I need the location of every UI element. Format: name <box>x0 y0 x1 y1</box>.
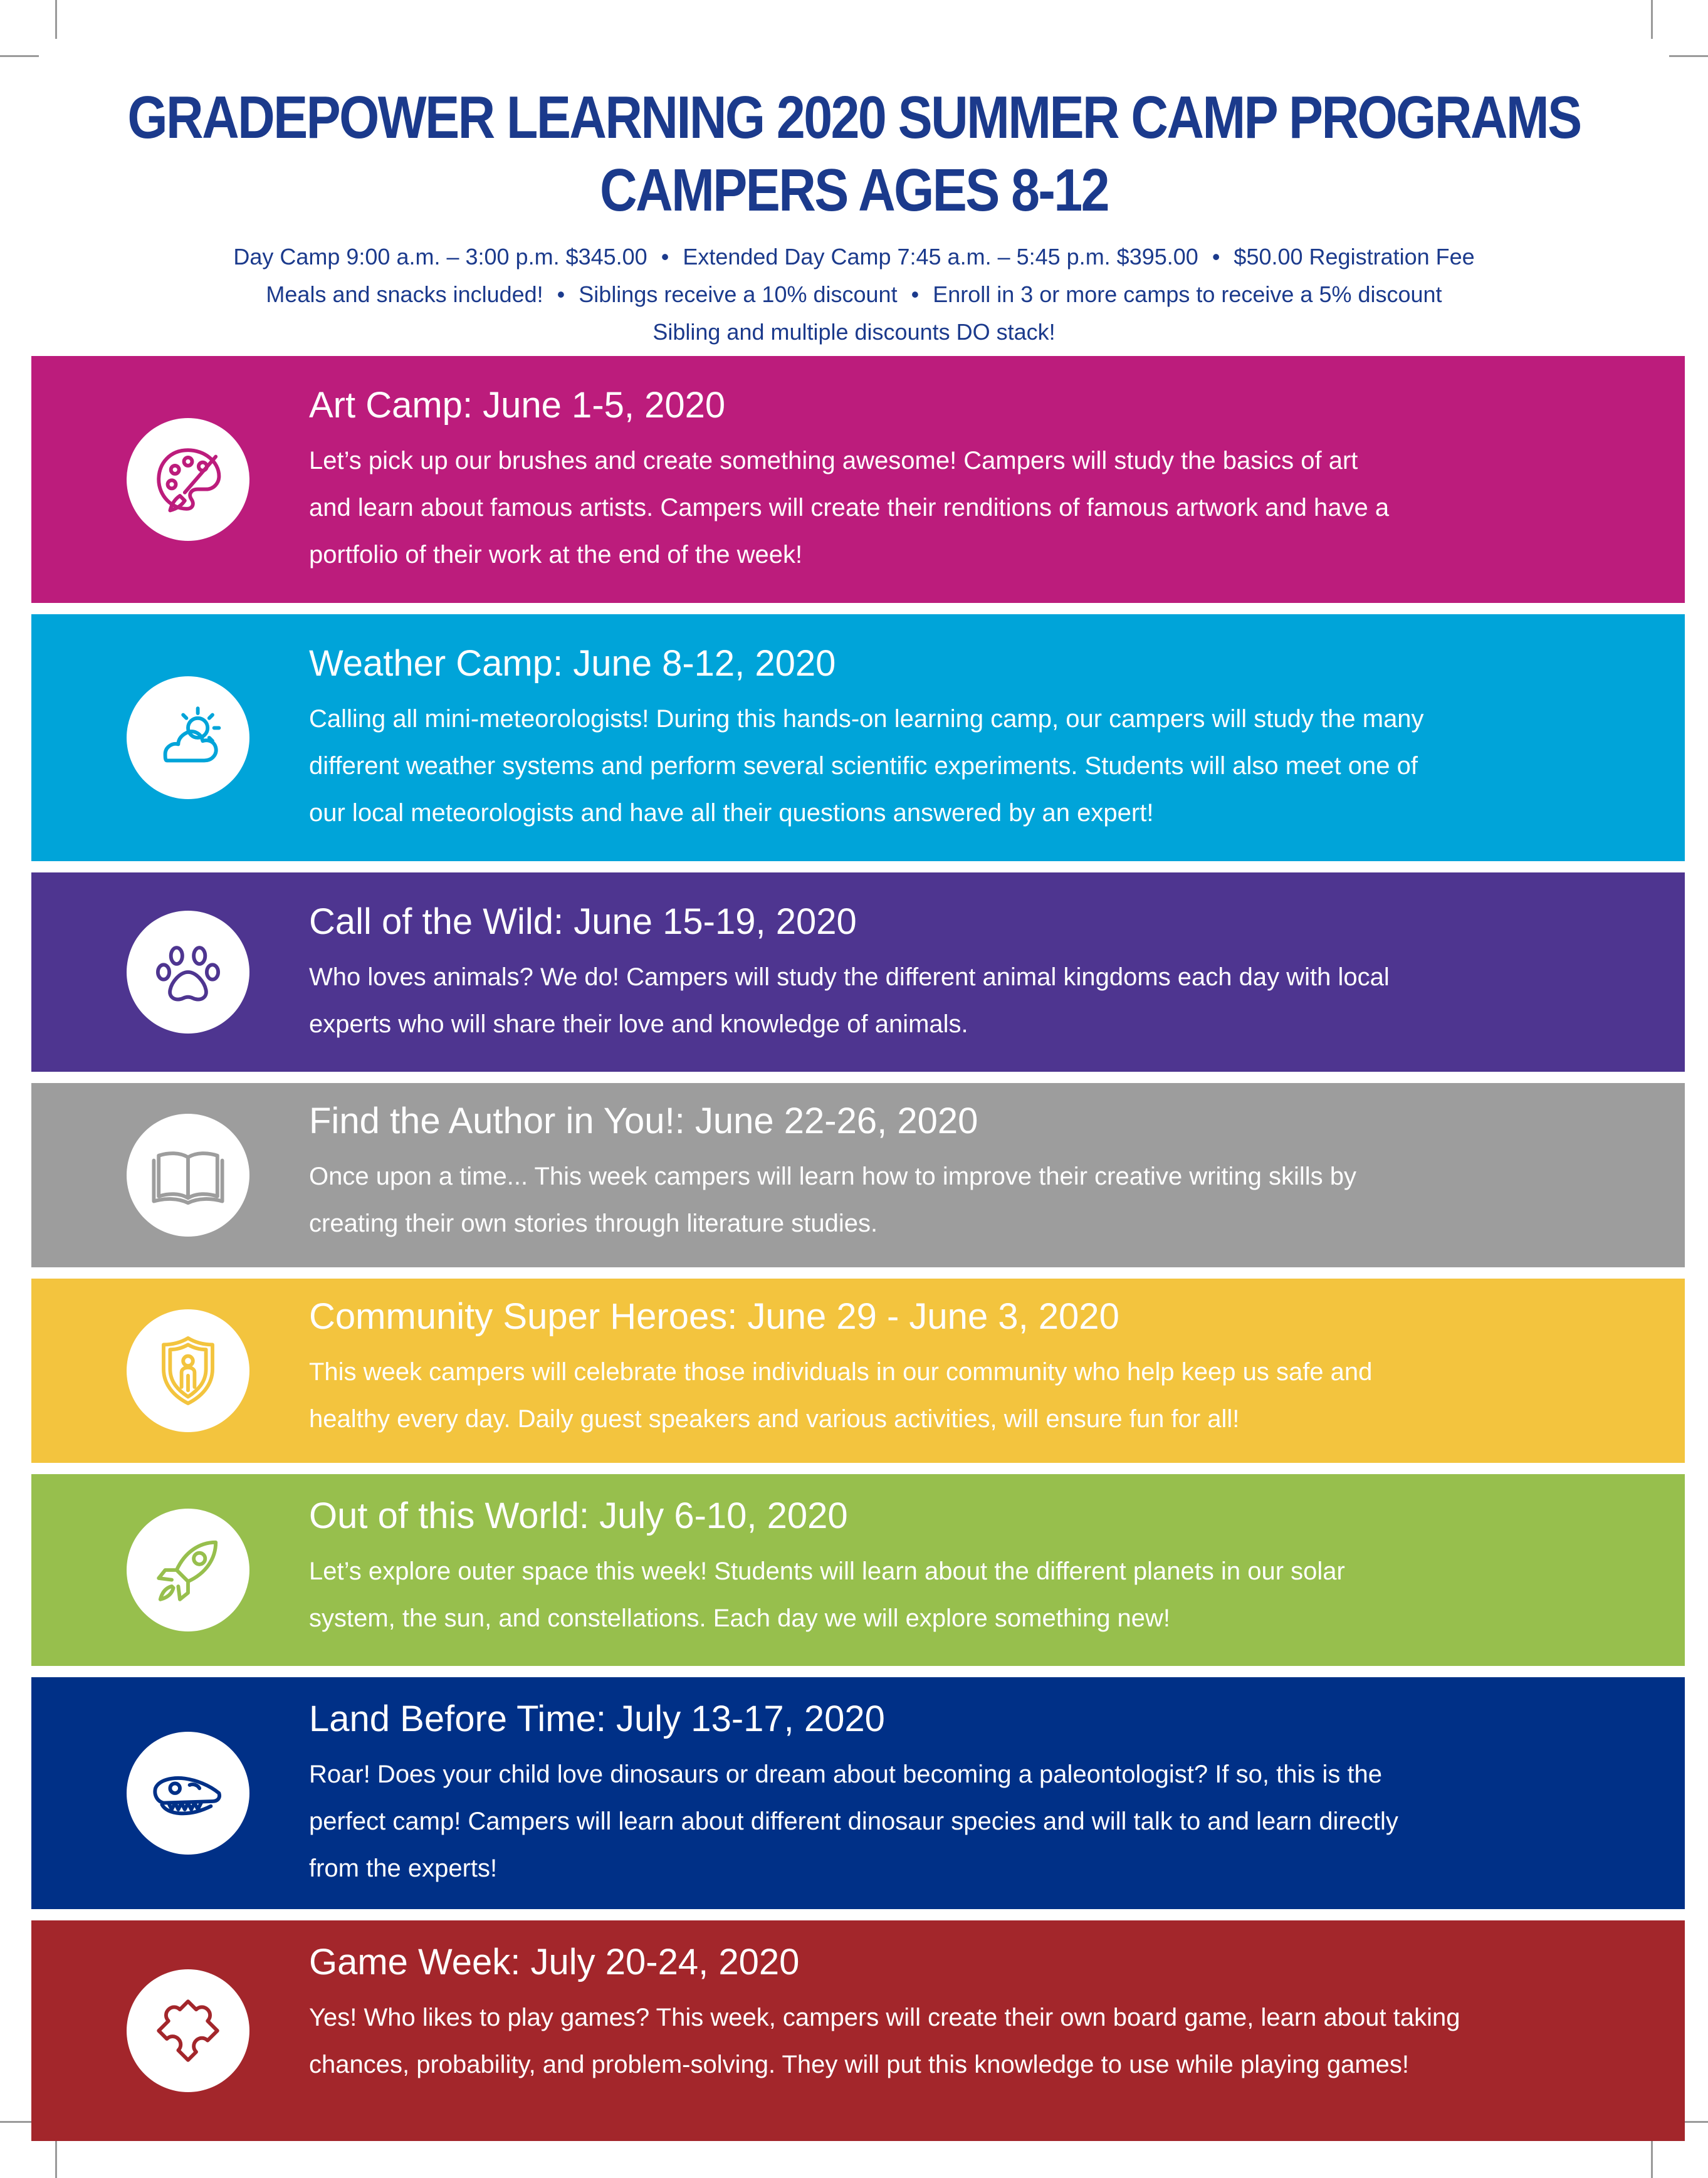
camp-row-author <box>31 1083 1685 1267</box>
crop-mark-tr-v <box>1651 0 1653 39</box>
paw-icon <box>147 931 229 1013</box>
camp-title: Land Before Time: July 13-17, 2020 <box>309 1699 885 1739</box>
camp-row-weather <box>31 614 1685 861</box>
meals-note: Meals and snacks included! <box>266 281 543 307</box>
bullet-separator: • <box>911 281 919 307</box>
icon-badge <box>127 1309 249 1432</box>
bullet-separator: • <box>1212 244 1220 270</box>
camp-text <box>309 641 1635 837</box>
crop-mark-tl-v <box>55 0 57 39</box>
bullet-separator: • <box>661 244 669 270</box>
camp-desc-line: Let’s pick up our brushes and create something awesome! Campers will study the basics of art <box>309 447 1358 474</box>
camp-title: Out of this World: July 6-10, 2020 <box>309 1495 848 1536</box>
camp-title: Call of the Wild: June 15-19, 2020 <box>309 901 857 942</box>
icon-badge <box>127 911 249 1034</box>
rocket-icon <box>147 1529 229 1611</box>
camp-text <box>309 899 1635 1048</box>
pricing-info <box>0 238 1708 276</box>
camp-desc-line: system, the sun, and constellations. Each day we will explore something new! <box>309 1605 1171 1632</box>
book-icon <box>147 1134 229 1216</box>
multi-camp-discount: Enroll in 3 or more camps to receive a 5% discount <box>933 281 1442 307</box>
camp-desc-line: Yes! Who likes to play games? This week, campers will create their own board game, learn about taking <box>309 2004 1460 2031</box>
camp-row-games <box>31 1920 1685 2141</box>
camp-desc-line: Let’s explore outer space this week! Students will learn about the different planets in our solar <box>309 1558 1345 1585</box>
crop-mark-tr-h <box>1669 55 1708 57</box>
discount-info <box>0 276 1708 313</box>
camp-row-space <box>31 1474 1685 1666</box>
camp-title: Find the Author in You!: June 22-26, 2020 <box>309 1101 978 1141</box>
camp-desc-line: Who loves animals? We do! Campers will study the different animal kingdoms each day with local <box>309 963 1390 991</box>
camp-desc-line: our local meteorologists and have all their questions answered by an expert! <box>309 799 1154 827</box>
icon-badge <box>127 1969 249 2092</box>
camp-title: Art Camp: June 1-5, 2020 <box>309 385 726 426</box>
dinosaur-skull-icon <box>147 1752 229 1834</box>
camp-desc-line: Roar! Does your child love dinosaurs or dream about becoming a paleontologist? If so, this is the <box>309 1761 1383 1788</box>
camp-desc-line: different weather systems and perform several scientific experiments. Students will also meet one of <box>309 752 1418 780</box>
camp-text <box>309 1696 1635 1892</box>
camp-row-art <box>31 356 1685 603</box>
shield-person-icon <box>147 1330 229 1411</box>
camp-desc-line: portfolio of their work at the end of the week! <box>309 541 803 568</box>
camp-text <box>309 1294 1635 1443</box>
icon-badge <box>127 1114 249 1237</box>
camp-desc-line: Calling all mini-meteorologists! During this hands-on learning camp, our campers will study the many <box>309 705 1424 733</box>
camp-desc-line: healthy every day. Daily guest speakers and various activities, will ensure fun for all! <box>309 1405 1240 1433</box>
camp-list <box>31 356 1685 2152</box>
registration-fee: $50.00 Registration Fee <box>1234 244 1475 270</box>
camp-text <box>309 1939 1635 2088</box>
puzzle-piece-icon <box>147 1990 229 2071</box>
sibling-discount: Siblings receive a 10% discount <box>579 281 898 307</box>
camp-desc-line: chances, probability, and problem-solving. They will put this knowledge to use while playing games! <box>309 2051 1410 2078</box>
camp-title: Community Super Heroes: June 29 - June 3, 2020 <box>309 1296 1119 1337</box>
icon-badge <box>127 418 249 541</box>
day-camp-price: Day Camp 9:00 a.m. – 3:00 p.m. $345.00 <box>233 244 647 270</box>
page-title-line1: GRADEPOWER LEARNING 2020 SUMMER CAMP PROGRAMS <box>127 84 1581 151</box>
camp-text <box>309 1098 1635 1247</box>
camp-title: Weather Camp: June 8-12, 2020 <box>309 643 836 684</box>
crop-mark-tl-h <box>0 55 39 57</box>
bullet-separator: • <box>557 281 565 307</box>
page-header <box>0 81 1708 351</box>
camp-desc-line: and learn about famous artists. Campers will create their renditions of famous artwork and have a <box>309 494 1390 521</box>
camp-desc-line: This week campers will celebrate those individuals in our community who help keep us safe and <box>309 1358 1373 1386</box>
camp-desc-line: creating their own stories through literature studies. <box>309 1210 878 1237</box>
page-title-line2: CAMPERS AGES 8-12 <box>599 157 1109 224</box>
camp-row-heroes <box>31 1279 1685 1463</box>
camp-desc-line: perfect camp! Campers will learn about different dinosaur species and will talk to and learn directly <box>309 1808 1398 1835</box>
stack-note: Sibling and multiple discounts DO stack! <box>652 319 1056 345</box>
camp-title: Game Week: July 20-24, 2020 <box>309 1942 800 1982</box>
extended-camp-price: Extended Day Camp 7:45 a.m. – 5:45 p.m. $395.00 <box>683 244 1198 270</box>
palette-icon <box>147 439 229 520</box>
weather-icon <box>147 697 229 778</box>
camp-row-dinosaur <box>31 1677 1685 1909</box>
icon-badge <box>127 1509 249 1631</box>
camp-row-wild <box>31 872 1685 1072</box>
camp-desc-line: from the experts! <box>309 1855 498 1882</box>
camp-text <box>309 382 1635 579</box>
camp-desc-line: experts who will share their love and knowledge of animals. <box>309 1010 968 1038</box>
camp-text <box>309 1493 1635 1642</box>
icon-badge <box>127 1732 249 1855</box>
camp-desc-line: Once upon a time... This week campers will learn how to improve their creative writing skills by <box>309 1163 1357 1190</box>
icon-badge <box>127 676 249 799</box>
